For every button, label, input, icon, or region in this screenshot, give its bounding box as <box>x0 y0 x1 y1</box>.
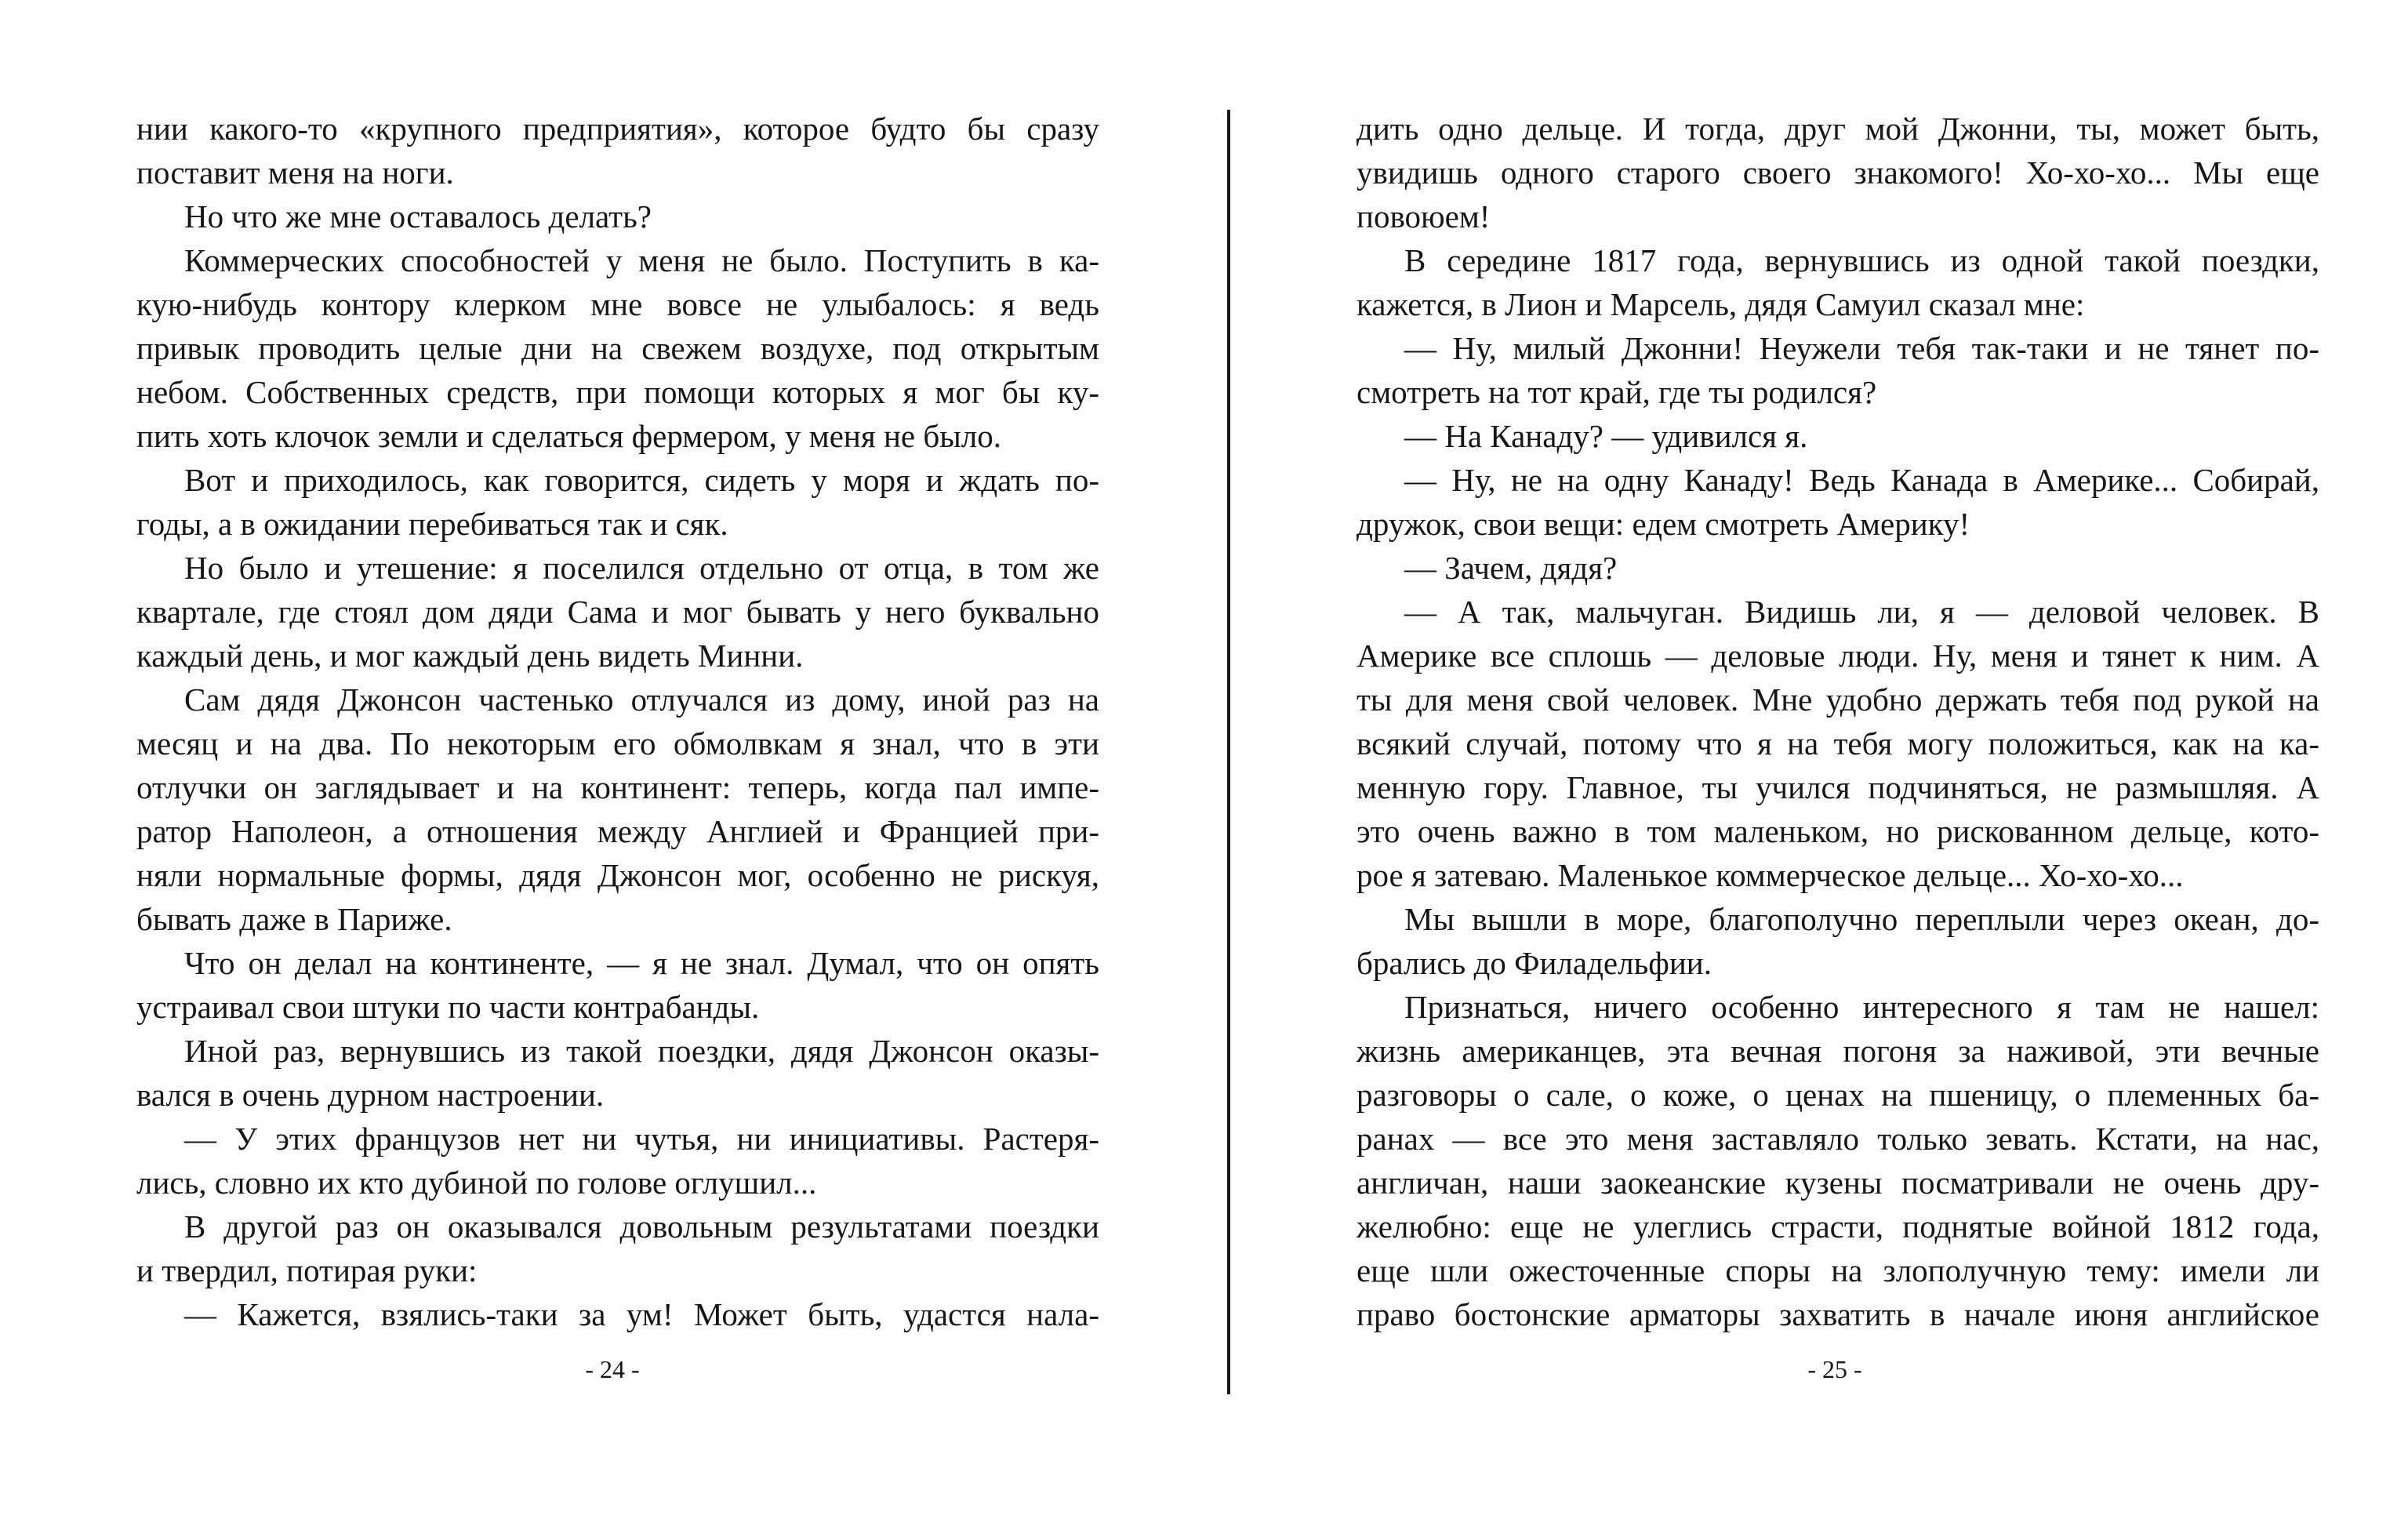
text-line: устраивал свои штуки по части контрабанды. <box>136 989 760 1025</box>
text-line: бывать даже в Париже. <box>136 901 452 937</box>
text-line: Сам дядя Джонсон частенько отлучался из дому, иной раз на <box>184 681 1099 718</box>
text-line: небом. Собственных средств, при помощи которых я мог бы ку- <box>136 374 1099 410</box>
text-line: — Ну, не на одну Канаду! Ведь Канада в Америке... Собирай, <box>1404 462 2319 498</box>
text-line: менную гору. Главное, ты учился подчиняться, не размышляя. А <box>1357 769 2319 805</box>
text-line: Но что же мне оставалось делать? <box>184 198 652 234</box>
text-line: — На Канаду? — удивился я. <box>1404 418 1808 454</box>
text-line: отлучки он заглядывает и на континент: теперь, когда пал импе- <box>136 769 1099 805</box>
text-line: и твердил, потирая руки: <box>136 1252 478 1288</box>
text-line: дружок, свои вещи: едем смотреть Америку! <box>1357 506 1970 542</box>
text-line: — А так, мальчуган. Видишь ли, я — деловой человек. В <box>1404 594 2319 630</box>
text-line: — Ну, милый Джонни! Неужели тебя так-таки и не тянет по- <box>1404 330 2319 366</box>
text-line: брались до Филадельфии. <box>1357 945 1712 981</box>
page-number-left: - 24 - <box>585 1355 640 1383</box>
text-line: это очень важно в том маленьком, но рискованном дельце, кото- <box>1357 813 2319 849</box>
text-line: Вот и приходилось, как говорится, сидеть у моря и ждать по- <box>184 462 1099 498</box>
text-line: поставит меня на ноги. <box>136 154 454 191</box>
text-line: еще шли ожесточенные споры на злополучную тему: имели ли <box>1357 1252 2319 1288</box>
text-line: вался в очень дурном настроении. <box>136 1077 605 1113</box>
text-line: Коммерческих способностей у меня не было. Поступить в ка- <box>184 242 1099 278</box>
text-line: годы, а в ожидании перебиваться так и сяк. <box>136 506 728 542</box>
text-line: ты для меня свой человек. Мне удобно держать тебя под рукой на <box>1357 681 2319 718</box>
text-line: нии какого-то «крупного предприятия», которое будто бы сразу <box>136 111 1099 147</box>
text-line: — Зачем, дядя? <box>1404 550 1618 586</box>
text-line: Признаться, ничего особенно интересного я там не нашел: <box>1404 989 2319 1025</box>
text-line: Что он делал на континенте, — я не знал. Думал, что он опять <box>184 945 1099 981</box>
text-line: право бостонские арматоры захватить в начале июня английское <box>1357 1296 2319 1332</box>
text-line: квартале, где стоял дом дяди Сама и мог бывать у него буквально <box>136 594 1099 630</box>
text-line: месяц и на два. По некоторым его обмолвкам я знал, что в эти <box>136 725 1099 761</box>
text-line: разговоры о сале, о коже, о ценах на пшеницу, о племенных ба- <box>1357 1077 2319 1113</box>
left-page <box>136 107 1099 1336</box>
text-line: — У этих французов нет ни чутья, ни инициативы. Растеря- <box>184 1121 1099 1157</box>
text-line: В середине 1817 года, вернувшись из одной такой поездки, <box>1404 242 2319 278</box>
page-number-right: - 25 - <box>1807 1355 1862 1383</box>
text-line: — Кажется, взялись-таки за ум! Может быть, удастся нала- <box>184 1296 1099 1332</box>
text-line: В другой раз он оказывался довольным результатами поездки <box>184 1208 1099 1245</box>
right-page <box>1357 107 2319 1336</box>
text-line: англичан, наши заокеанские кузены посматривали не очень дру- <box>1357 1165 2319 1201</box>
text-line: увидишь одного старого своего знакомого! Хо-хо-хо... Мы еще <box>1357 154 2319 191</box>
text-line: дить одно дельце. И тогда, друг мой Джонни, ты, может быть, <box>1357 111 2319 147</box>
text-line: повоюем! <box>1357 198 1491 234</box>
text-line: жизнь американцев, эта вечная погоня за наживой, эти вечные <box>1357 1033 2319 1069</box>
text-line: всякий случай, потому что я на тебя могу положиться, как на ка- <box>1357 725 2319 761</box>
text-line: смотреть на тот край, где ты родился? <box>1357 374 1877 410</box>
text-line: Мы вышли в море, благополучно переплыли через океан, до- <box>1404 901 2319 937</box>
text-line: Но было и утешение: я поселился отдельно от отца, в том же <box>184 550 1099 586</box>
text-line: рое я затеваю. Маленькое коммерческое дельце... Хо-хо-хо... <box>1357 857 2184 893</box>
text-line: желюбно: еще не улеглись страсти, поднятые войной 1812 года, <box>1357 1208 2319 1245</box>
book-spine-divider <box>1227 110 1230 1394</box>
text-line: каждый день, и мог каждый день видеть Минни. <box>136 638 804 674</box>
text-line: няли нормальные формы, дядя Джонсон мог, особенно не рискуя, <box>136 857 1099 893</box>
text-line: ратор Наполеон, а отношения между Англией и Францией при- <box>136 813 1099 849</box>
text-line: Америке все сплошь — деловые люди. Ну, меня и тянет к ним. А <box>1357 638 2319 674</box>
text-line: Иной раз, вернувшись из такой поездки, дядя Джонсон оказы- <box>184 1033 1099 1069</box>
text-line: ранах — все это меня заставляло только зевать. Кстати, на нас, <box>1357 1121 2319 1157</box>
text-line: пить хоть клочок земли и сделаться фермером, у меня не было. <box>136 418 1001 454</box>
text-line: кажется, в Лион и Марсель, дядя Самуил сказал мне: <box>1357 286 2085 322</box>
text-line: кую-нибудь контору клерком мне вовсе не улыбалось: я ведь <box>136 286 1099 322</box>
text-line: лись, словно их кто дубиной по голове оглушил... <box>136 1165 817 1201</box>
text-line: привык проводить целые дни на свежем воздухе, под открытым <box>136 330 1099 366</box>
